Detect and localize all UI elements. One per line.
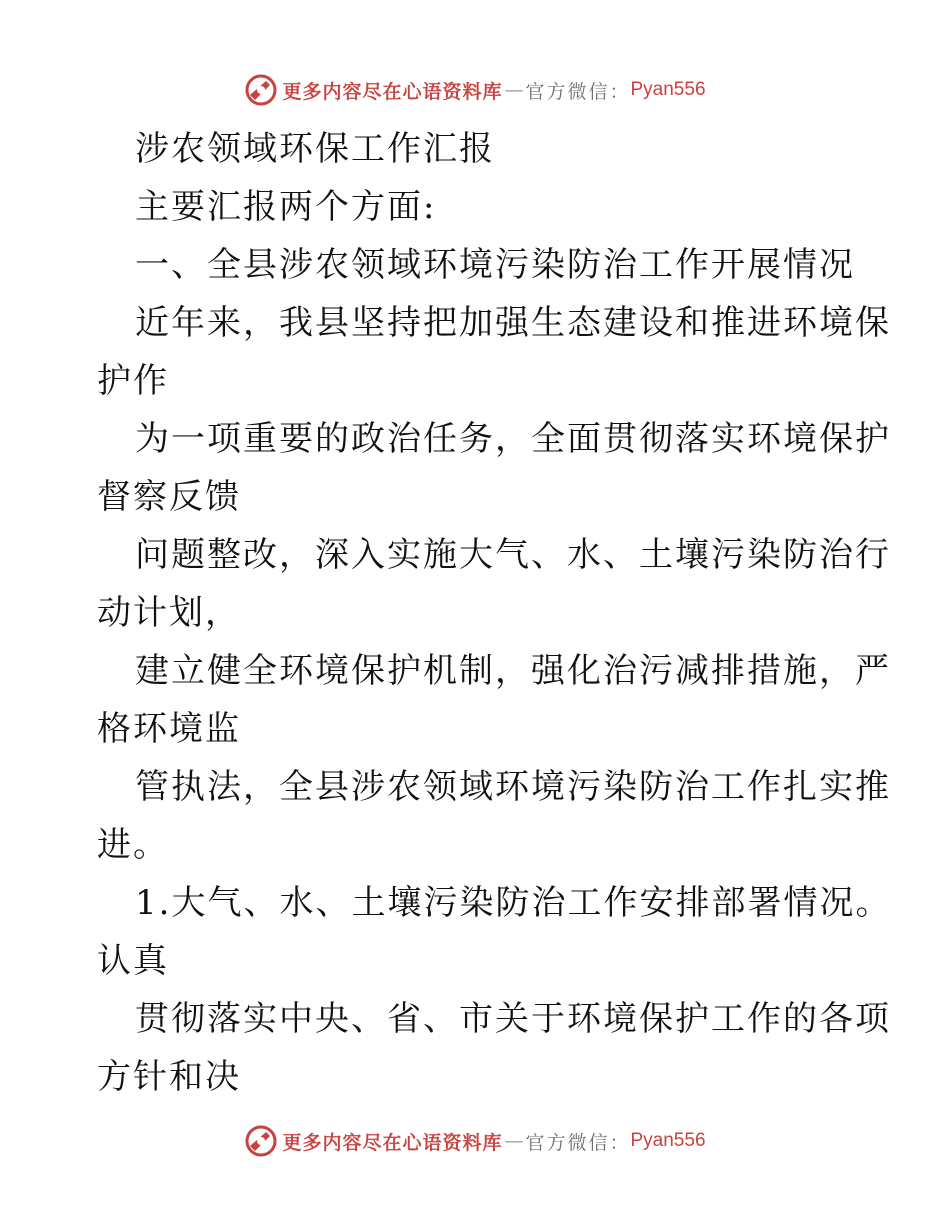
document-line: 主要汇报两个方面: [135, 187, 437, 227]
footer-watermark-banner [0, 1121, 950, 1161]
document-line: 贯彻落实中央、省、市关于环境保护工作的各项 [135, 999, 891, 1039]
document-line: 认真 [97, 941, 169, 981]
banner-account-id: Pyan556 [630, 1130, 706, 1151]
document-body [97, 120, 892, 1106]
document-line: 近年来，我县坚持把加强生态建设和推进环境保 [135, 303, 891, 343]
document-line: 动计划， [97, 593, 241, 633]
document-title: 涉农领域环保工作汇报 [135, 129, 495, 169]
logo-icon [244, 73, 278, 107]
banner-separator: — [504, 1130, 524, 1152]
document-line: 督察反馈 [97, 477, 241, 517]
logo-icon [244, 1124, 278, 1158]
banner-wechat-label: 官方微信： [525, 1131, 631, 1154]
header-watermark-banner [0, 70, 950, 110]
banner-wechat-label: 官方微信： [525, 80, 631, 103]
document-line: 管执法，全县涉农领域环境污染防治工作扎实推 [135, 767, 891, 807]
document-line: 1.大气、水、土壤污染防治工作安排部署情况。 [135, 883, 892, 923]
document-line: 格环境监 [97, 709, 241, 749]
document-line: 方针和决 [97, 1057, 241, 1097]
document-line: 进。 [97, 825, 169, 865]
banner-separator: — [504, 79, 524, 101]
section-heading: 一、全县涉农领域环境污染防治工作开展情况 [135, 245, 855, 285]
banner-account-id: Pyan556 [630, 79, 706, 100]
document-line: 问题整改，深入实施大气、水、土壤污染防治行 [135, 535, 891, 575]
document-line: 为一项重要的政治任务，全面贯彻落实环境保护 [135, 419, 891, 459]
document-line: 建立健全环境保护机制，强化治污减排措施，严 [135, 651, 891, 691]
banner-brand-text: 更多内容尽在心语资料库 [282, 1131, 503, 1154]
document-line: 护作 [97, 361, 169, 401]
banner-brand-text: 更多内容尽在心语资料库 [282, 80, 503, 103]
